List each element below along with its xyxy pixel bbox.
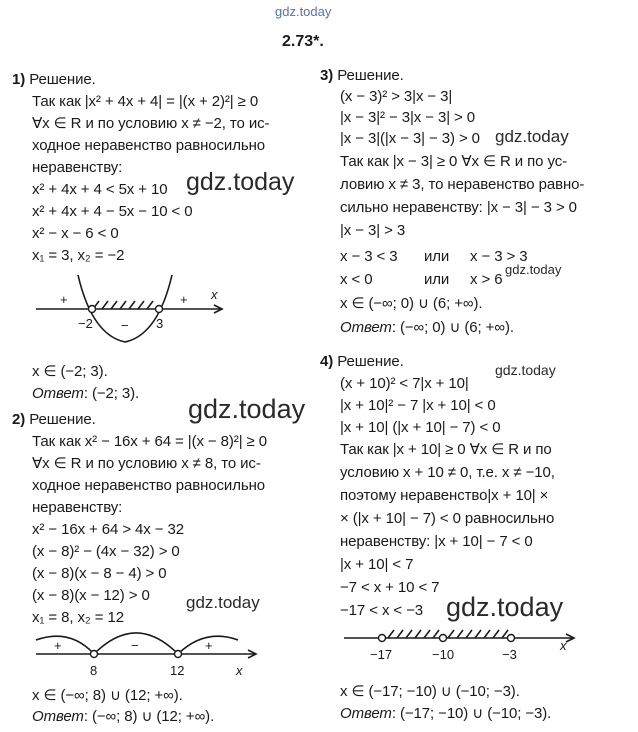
part-1-sign-right: + [180,292,188,307]
part-2-label-b: 12 [170,663,185,678]
part-1-line: ходное неравенство равносильно [32,137,266,154]
part-1-head: Решение. [29,71,96,88]
part-3-number: 3) [320,67,334,84]
part-2-line: ходное неравенство равносильно [32,477,266,494]
part-2-head: Решение. [29,411,96,428]
part-4-line: условию x + 10 ≠ 0, т.е. x ≠ −10, [340,464,555,481]
answer-label: Ответ [32,708,84,725]
part-2-line: Так как x² − 16x + 64 = |(x − 8)²| ≥ 0 [32,433,267,450]
part-4-answer [340,704,551,723]
part-4-point-a [379,635,386,642]
answer-value: : (−∞; 8) ∪ (12; +∞). [83,708,215,725]
watermark: gdz.today [446,592,564,622]
part-3-line: (x − 3)² > 3|x − 3| [340,88,453,105]
part-4-hatch [388,630,508,638]
part-4-line: −7 < x + 10 < 7 [340,579,440,596]
watermark: gdz.today [186,593,260,612]
part-3-case-left-1: x − 3 < 3 [340,248,398,265]
watermark: gdz.today [186,168,295,196]
part-3-line: ловию x ≠ 3, то неравенство равно- [340,176,585,193]
part-3-case-left-2: x < 0 [340,271,373,288]
part-4-line: × (|x + 10| − 7) < 0 равносильно [340,510,555,527]
part-4-line: |x + 10|² − 7 |x + 10| < 0 [340,397,496,414]
part-1-line: x² + 4x + 4 < 5x + 10 [32,181,168,198]
part-3-head: Решение. [337,67,404,84]
watermark: gdz.today [188,394,306,424]
part-3-case-right-1: x − 3 > 3 [470,248,528,265]
part-4-line: −17 < x < −3 [340,602,424,619]
watermark: gdz.today [495,362,556,378]
part-4-point-c [508,635,515,642]
part-2-label-a: 8 [90,663,98,678]
part-4-point-b [440,635,447,642]
part-1-label-a: −2 [78,316,93,331]
part-2-answer-set: x ∈ (−∞; 8) ∪ (12; +∞). [32,687,183,704]
answer-value: : (−2; 3). [83,385,140,402]
part-2-sign-left: + [54,638,62,653]
part-1-axis-label: x [211,287,218,302]
part-4-line: поэтому неравенство|x + 10| × [340,487,549,504]
part-1-answer-set: x ∈ (−2; 3). [32,363,108,380]
part-3-line: сильно неравенству: |x − 3| − 3 > 0 [340,199,577,216]
part-2-line: неравенству: [32,499,123,516]
part-4-axis-label: x [560,638,567,653]
part-2-axis-label: x [236,663,243,678]
part-4-label-c: −3 [502,647,517,662]
part-1-label-b: 3 [156,316,164,331]
part-3-line: |x − 3| > 3 [340,222,406,239]
part-2-line: (x − 8)(x − 12) > 0 [32,587,150,604]
part-4-label-a: −17 [370,647,393,662]
part-1-line: Так как |x² + 4x + 4| = |(x + 2)²| ≥ 0 [32,93,259,110]
answer-label: Ответ [32,385,84,402]
part-4-line: |x + 10| (|x + 10| − 7) < 0 [340,419,501,436]
part-1-line: x₁ = 3, x₂ = −2 [32,247,125,264]
part-1-number: 1) [12,71,26,88]
part-1-line: неравенству: [32,159,123,176]
answer-value: : (−17; −10) ∪ (−10; −3). [391,705,552,722]
part-2-number: 2) [12,411,26,428]
part-3-case-right-2: x > 6 [470,271,503,288]
watermark: gdz.today [505,262,562,277]
answer-label: Ответ [340,705,392,722]
part-4-line: Так как |x + 10| ≥ 0 ∀x ∈ R и по [340,441,552,458]
part-3-case-or-1: или [424,248,450,265]
part-4-head: Решение. [337,353,404,370]
problem-number: 2.73*. [282,33,324,50]
part-4-label-b: −10 [432,647,455,662]
part-4-line: (x + 10)² < 7|x + 10| [340,375,469,392]
part-4-number: 4) [320,353,334,370]
answer-value: : (−∞; 0) ∪ (6; +∞). [391,319,514,336]
part-3-case-or-2: или [424,271,450,288]
part-3-line: |x − 3|² − 3|x − 3| > 0 [340,109,476,126]
part-3-answer-set: x ∈ (−∞; 0) ∪ (6; +∞). [340,295,483,312]
answer-label: Ответ [340,319,392,336]
part-1-line: ∀x ∈ R и по условию x ≠ −2, то ис- [32,115,270,132]
part-2-sign-mid: − [131,638,139,653]
part-4-line: неравенству: |x + 10| − 7 < 0 [340,533,533,550]
part-1-sign-left: + [60,292,68,307]
part-2-line: x₁ = 8, x₂ = 12 [32,609,124,626]
part-1-line: x² + 4x + 4 − 5x − 10 < 0 [32,203,193,220]
part-1-line: x² − x − 6 < 0 [32,225,119,242]
part-2-sign-right: + [205,638,213,653]
part-2-line: (x − 8)(x − 8 − 4) > 0 [32,565,167,582]
part-1-sign-mid: − [121,318,129,333]
part-3-line: Так как |x − 3| ≥ 0 ∀x ∈ R и по ус- [340,153,568,170]
part-2-line: ∀x ∈ R и по условию x ≠ 8, то ис- [32,455,261,472]
watermark: gdz.today [495,127,569,146]
part-2-line: x² − 16x + 64 > 4x − 32 [32,521,184,538]
watermark-top: gdz.today [275,4,332,19]
part-4-line: |x + 10| < 7 [340,556,414,573]
part-3-line: |x − 3|(|x − 3| − 3) > 0 [340,130,480,147]
part-4-answer-set: x ∈ (−17; −10) ∪ (−10; −3). [340,683,520,700]
part-2-line: (x − 8)² − (4x − 32) > 0 [32,543,180,560]
